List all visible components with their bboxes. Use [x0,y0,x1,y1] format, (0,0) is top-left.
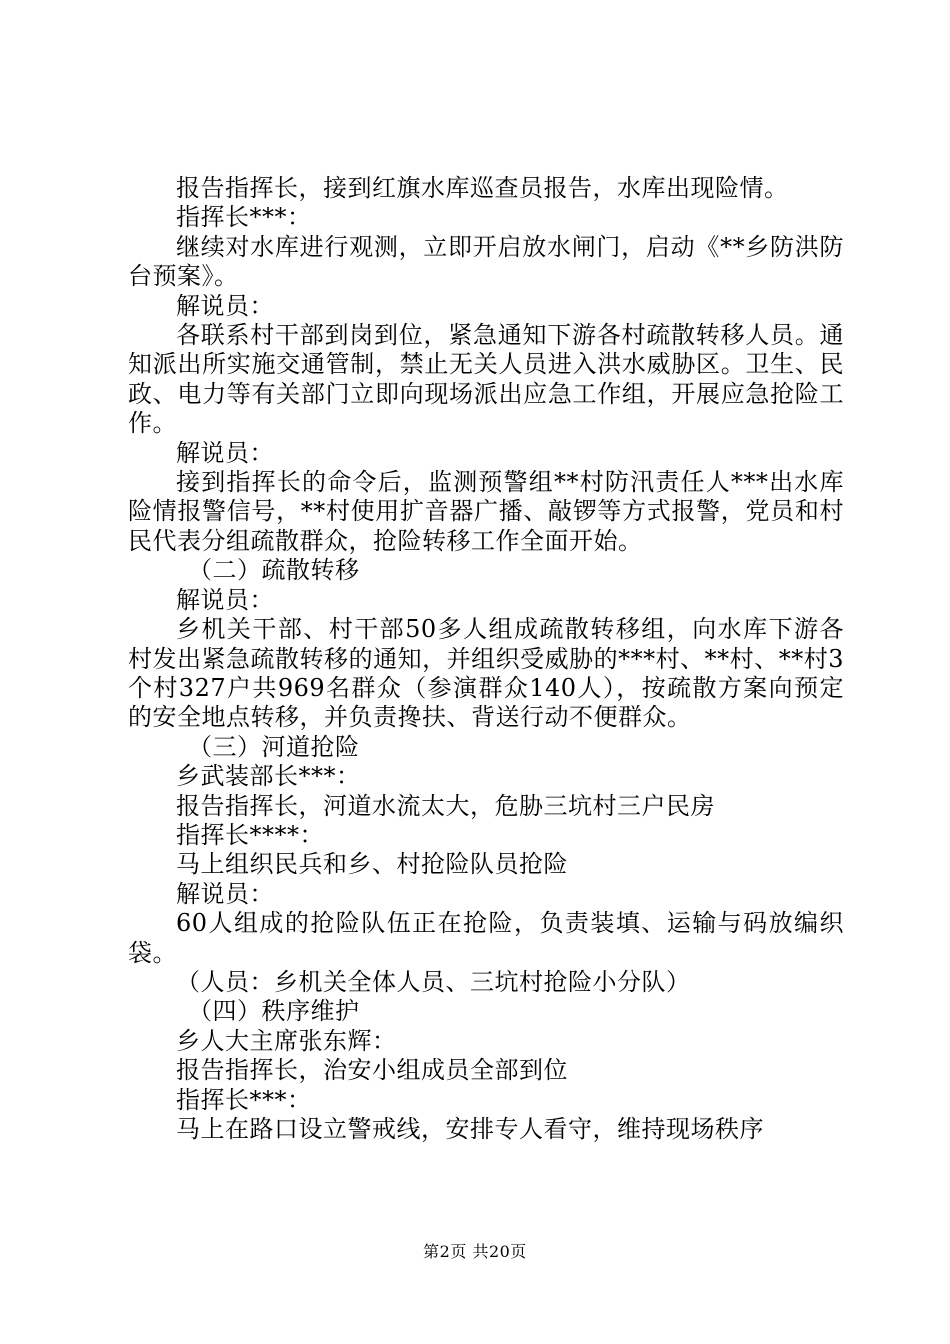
paragraph: 各联系村干部到岗到位，紧急通知下游各村疏散转移人员。通知派出所实施交通管制，禁止无关人员进入洪水威胁区。卫生、民政、电力等有关部门立即向现场派出应急工作组，开展应急抢险工作。 [128,321,844,438]
paragraph: 报告指挥长，治安小组成员全部到位 [176,1056,568,1085]
paragraph: （人员：乡机关全体人员、三坑村抢险小分队） [176,967,691,996]
paragraph: 马上在路口设立警戒线，安排专人看守，维持现场秩序 [176,1115,764,1143]
speaker-label: 指挥长****： [176,820,324,849]
speaker-label: 解说员： [176,438,274,467]
paragraph: 乡机关干部、村干部50多人组成疏散转移组，向水库下游各村发出紧急疏散转移的通知，并组织受威胁的***村、**村、**村3个村327户共969名群众（参演群众140人），按疏散方案向预定的安全地点转移，并负责搀扶、背送行动不便群众。 [128,615,844,732]
speaker-label: 解说员： [176,879,274,908]
section-heading: （四）秩序维护 [188,997,360,1026]
paragraph: 接到指挥长的命令后，监测预警组**村防汛责任人***出水库险情报警信号，**村使用扩音器广播、敲锣等方式报警，党员和村民代表分组疏散群众，抢险转移工作全面开始。 [128,468,844,555]
speaker-label: 乡武装部长***： [176,762,361,791]
paragraph: 马上组织民兵和乡、村抢险队员抢险 [176,850,568,879]
page-footer: 第2页 共20页 [423,1242,527,1261]
speaker-label: 指挥长***： [176,1085,312,1114]
paragraph: 继续对水库进行观测，立即开启放水闸门，启动《**乡防洪防台预案》。 [128,232,844,291]
speaker-label: 指挥长***： [176,203,312,232]
section-heading: （二）疏散转移 [188,556,360,585]
paragraph: 报告指挥长，接到红旗水库巡查员报告，水库出现险情。 [176,174,789,202]
speaker-label: 解说员： [176,291,274,320]
paragraph: 60人组成的抢险队伍正在抢险，负责装填、运输与码放编织袋。 [128,909,844,967]
section-heading: （三）河道抢险 [188,732,360,761]
paragraph: 报告指挥长，河道水流太大，危胁三坑村三户民房 [176,791,715,820]
speaker-label: 乡人大主席张东辉： [176,1026,397,1055]
document-body [128,174,844,1144]
speaker-label: 解说员： [176,585,274,614]
